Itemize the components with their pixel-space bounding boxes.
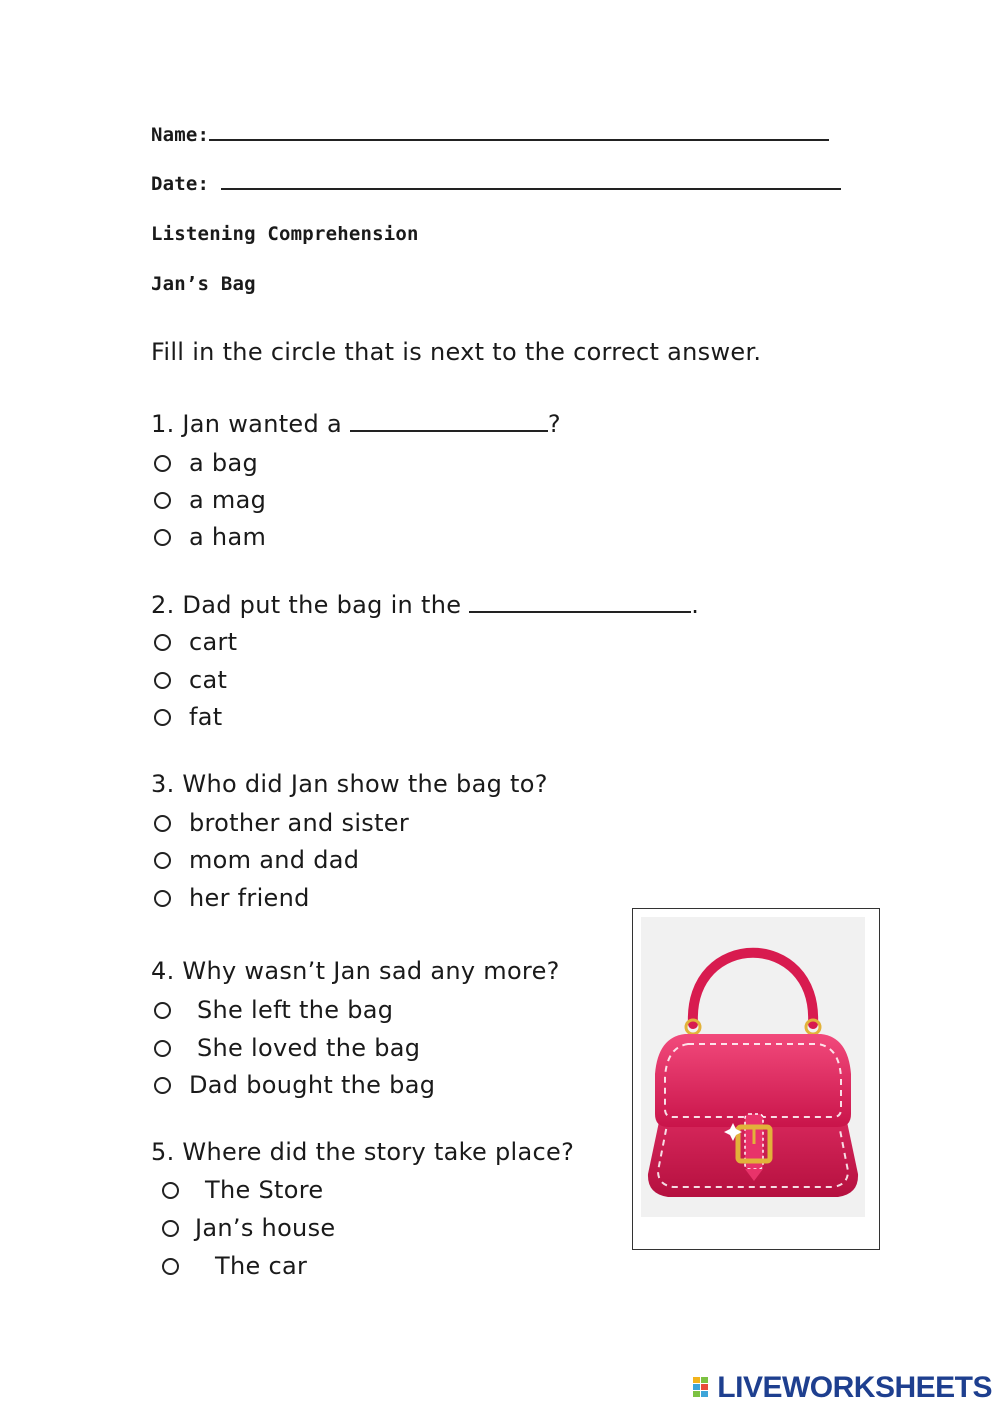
q3-option-2[interactable] [154,844,359,876]
option-label: She loved the bag [197,1034,421,1062]
radio-circle-icon[interactable] [154,634,171,651]
liveworksheets-logo-icon [693,1375,717,1401]
option-label: cart [189,628,238,656]
q4-option-3[interactable] [154,1069,435,1101]
bag-flap [655,1034,851,1127]
name-field [151,124,829,146]
radio-circle-icon[interactable] [162,1182,179,1199]
option-label: cat [189,666,228,694]
q5-option-3[interactable] [162,1250,307,1282]
q5-option-2[interactable] [162,1212,335,1244]
option-label: a ham [189,523,267,551]
option-label: The car [215,1252,308,1280]
q4-option-1[interactable] [154,994,393,1026]
question-2-prefix: 2. Dad put the bag in the [151,591,470,619]
question-1-suffix: ? [547,410,561,438]
radio-circle-icon[interactable] [154,672,171,689]
radio-circle-icon[interactable] [162,1258,179,1275]
date-field [151,173,841,195]
radio-circle-icon[interactable] [154,1077,171,1094]
q2-option-1[interactable] [154,626,237,658]
story-title: Jan’s Bag [151,273,256,295]
q1-option-1[interactable] [154,447,258,479]
question-1 [151,408,561,438]
liveworksheets-logo [693,1371,992,1405]
radio-circle-icon[interactable] [154,1002,171,1019]
option-label: Dad bought the bag [189,1071,436,1099]
option-label: Jan’s house [195,1214,336,1242]
question-2-suffix: . [691,591,700,619]
radio-circle-icon[interactable] [154,709,171,726]
logo-text: LIVEWORKSHEETS [717,1371,992,1404]
question-3: 3. Who did Jan show the bag to? [151,770,548,798]
name-line[interactable] [209,139,829,141]
radio-circle-icon[interactable] [154,1040,171,1057]
question-1-prefix: 1. Jan wanted a [151,410,350,438]
option-label: brother and sister [189,809,410,837]
radio-circle-icon[interactable] [154,492,171,509]
q3-option-3[interactable] [154,882,310,914]
radio-circle-icon[interactable] [154,815,171,832]
option-label: fat [189,703,223,731]
option-label: She left the bag [197,996,394,1024]
option-label: a mag [189,486,267,514]
question-5: 5. Where did the story take place? [151,1138,575,1166]
option-label: a bag [189,449,259,477]
handbag-illustration [633,909,879,1249]
date-label: Date: [151,173,210,195]
subject-title: Listening Comprehension [151,223,419,245]
q4-option-2[interactable] [154,1032,420,1064]
radio-circle-icon[interactable] [154,529,171,546]
radio-circle-icon[interactable] [154,455,171,472]
q1-option-2[interactable] [154,484,266,516]
q2-option-3[interactable] [154,701,222,733]
question-2-blank [469,589,691,613]
radio-circle-icon[interactable] [154,890,171,907]
option-label: mom and dad [189,846,360,874]
option-label: her friend [189,884,310,912]
radio-circle-icon[interactable] [162,1220,179,1237]
radio-circle-icon[interactable] [154,852,171,869]
handbag-image [632,908,880,1250]
instructions: Fill in the circle that is next to the correct answer. [151,338,762,366]
question-4: 4. Why wasn’t Jan sad any more? [151,957,560,985]
date-line[interactable] [221,188,841,190]
name-label: Name: [151,124,210,146]
q5-option-1[interactable] [162,1174,323,1206]
option-label: The Store [205,1176,324,1204]
q1-option-3[interactable] [154,521,266,553]
q2-option-2[interactable] [154,664,227,696]
question-2 [151,589,699,619]
q3-option-1[interactable] [154,807,409,839]
question-1-blank [350,408,548,432]
